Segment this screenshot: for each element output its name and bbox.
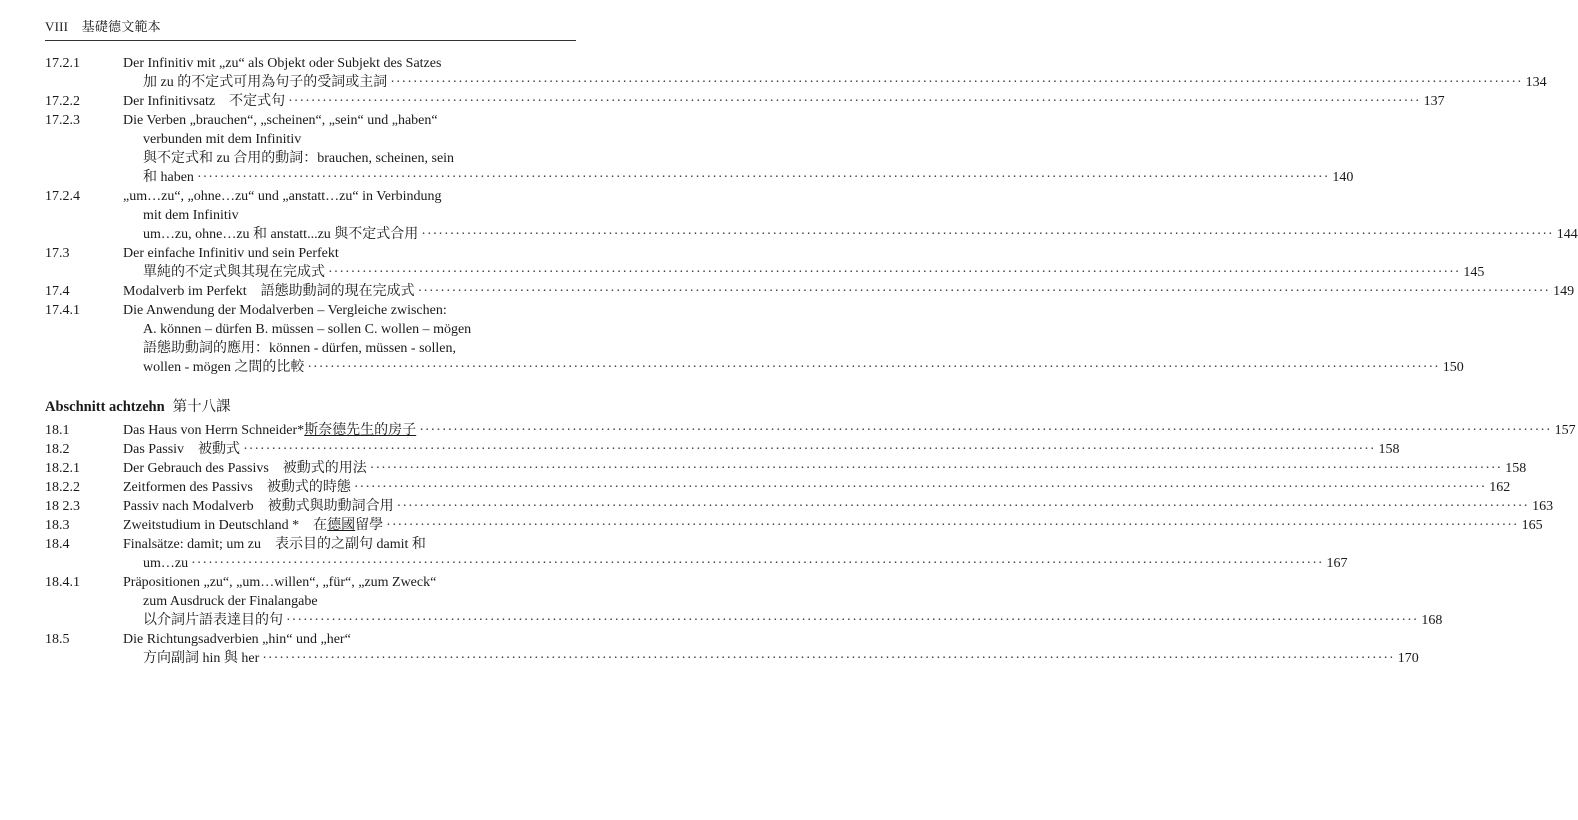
section-title: Abschnitt achtzehn (45, 399, 165, 415)
dot-leader: ········································································································································································································ (369, 461, 1503, 476)
entry-leader-line (123, 92, 1445, 111)
dot-leader: ········································································································································································································ (262, 651, 1395, 666)
section-heading (45, 397, 569, 417)
entry-number: 18.5 (45, 632, 70, 647)
toc-group-18 (45, 421, 1576, 668)
dot-leader: ········································································································································································································ (396, 499, 1530, 514)
entry-title-line: „um…zu“, „ohne…zu“ und „anstatt…zu“ in Verbindung (123, 189, 442, 204)
dot-leader: ········································································································································································································ (307, 360, 1440, 375)
entry-leader-text: 方向副詞 hin 與 her (143, 651, 260, 666)
entry-leader-text: Der Gebrauch des Passivs 被動式的用法 (123, 461, 367, 476)
entry-title-line: Der einfache Infinitiv und sein Perfekt (123, 246, 339, 261)
entry-title-line: Die Richtungsadverbien „hin“ und „her“ (123, 632, 351, 647)
section-title-cn: 第十八課 (172, 399, 231, 415)
entry-number: 18 2.3 (45, 499, 80, 514)
entry-leader-text: 單純的不定式與其現在完成式 (143, 265, 325, 280)
entry-title-line: A. können – dürfen B. müssen – sollen C. wollen – mögen (143, 322, 472, 337)
entry-number: 17.3 (45, 246, 70, 261)
entry-leader-text: wollen - mögen 之間的比較 (143, 360, 305, 375)
entry-leader-text: 和 haben (143, 170, 194, 185)
entry-number: 18.2.2 (45, 480, 80, 495)
entry-leader-text: Das Haus von Herrn Schneider*斯奈德先生的房子 (123, 423, 417, 438)
toc-entry (45, 440, 1400, 459)
entry-leader-text: 加 zu 的不定式可用為句子的受詞或主詞 (143, 75, 388, 90)
entry-title-line: Der Infinitiv mit „zu“ als Objekt oder Subjekt des Satzes (123, 56, 442, 71)
dot-leader: ········································································································································································································ (390, 75, 1523, 90)
entry-title-line: mit dem Infinitiv (143, 208, 239, 223)
entry-leader-text: um…zu (143, 556, 189, 571)
entry-number: 18.3 (45, 518, 70, 533)
entry-leader-line (143, 73, 1547, 92)
entry-page-number: 140 (1332, 170, 1354, 185)
dot-leader: ········································································································································································································ (421, 227, 1554, 242)
entry-title-line: Die Verben „brauchen“, „scheinen“, „sein“ und „haben“ (123, 113, 438, 128)
dot-leader: ········································································································································································································ (191, 556, 1324, 571)
entry-page-number: 168 (1421, 613, 1443, 628)
entry-title-line: 語態助動詞的應用：können - dürfen, müssen - sollen, (143, 341, 457, 356)
entry-number: 17.2.2 (45, 94, 80, 109)
toc-entry (45, 187, 1578, 244)
header-book-title: 基礎德文範本 (81, 19, 161, 34)
toc-entry (45, 459, 1527, 478)
entry-leader-text: um…zu, ohne…zu 和 anstatt...zu 與不定式合用 (143, 227, 419, 242)
entry-page-number: 163 (1532, 499, 1554, 514)
entry-page-number: 134 (1525, 75, 1547, 90)
toc-entry (45, 535, 1348, 573)
entry-title-line: Die Anwendung der Modalverben – Vergleiche zwischen: (123, 303, 447, 318)
entry-number: 18.1 (45, 423, 70, 438)
header-rule (45, 40, 576, 41)
entry-title-line: Präpositionen „zu“, „um…willen“, „für“, „zum Zweck“ (123, 575, 437, 590)
entry-number: 18.4.1 (45, 575, 80, 590)
toc-entry (45, 497, 1554, 516)
toc-entry (45, 111, 1354, 187)
dot-leader: ········································································································································································································ (353, 480, 1487, 495)
entry-page-number: 167 (1326, 556, 1348, 571)
dot-leader: ········································································································································································································ (286, 613, 1419, 628)
entry-underlined-text: 斯奈德先生的房子 (304, 423, 417, 438)
entry-page-number: 157 (1554, 423, 1576, 438)
entry-leader-line (123, 459, 1527, 478)
dot-leader: ········································································································································································································ (417, 284, 1551, 299)
entry-leader-line (123, 440, 1400, 459)
entry-page-number: 150 (1442, 360, 1464, 375)
toc-entry (45, 54, 1547, 92)
toc-entry (45, 478, 1511, 497)
entry-number: 17.2.4 (45, 189, 80, 204)
entry-underlined-text: 德國 (327, 518, 356, 533)
entry-leader-text: Der Infinitivsatz 不定式句 (123, 94, 286, 109)
entry-leader-text: Das Passiv 被動式 (123, 442, 241, 457)
entry-leader-line (143, 611, 1443, 630)
entry-page-number: 158 (1378, 442, 1400, 457)
header-page-number: VIII (45, 19, 69, 34)
entry-leader-line (143, 649, 1419, 668)
table-of-contents (45, 54, 1578, 668)
toc-entry (45, 92, 1445, 111)
entry-leader-line (143, 225, 1578, 244)
toc-entry (45, 282, 1575, 301)
entry-leader-line (123, 497, 1554, 516)
entry-leader-line (143, 554, 1348, 573)
entry-number: 18.2.1 (45, 461, 80, 476)
entry-leader-text: 以介詞片語表達目的句 (143, 613, 283, 628)
entry-number: 18.4 (45, 537, 70, 552)
entry-leader-line (143, 358, 1464, 377)
dot-leader: ········································································································································································································ (288, 94, 1421, 109)
entry-page-number: 149 (1553, 284, 1575, 299)
entry-leader-line (143, 168, 1354, 187)
entry-page-number: 165 (1521, 518, 1543, 533)
entry-title-line: verbunden mit dem Infinitiv (143, 132, 302, 147)
toc-entry (45, 516, 1543, 535)
entry-leader-text: Modalverb im Perfekt 語態助動詞的現在完成式 (123, 284, 415, 299)
entry-number: 17.2.3 (45, 113, 80, 128)
entry-page-number: 162 (1489, 480, 1511, 495)
entry-leader-line (143, 263, 1485, 282)
toc-entry (45, 573, 1443, 630)
toc-entry (45, 630, 1419, 668)
entry-leader-line (123, 282, 1575, 301)
entry-text-after: 留學 (355, 518, 384, 533)
dot-leader: ········································································································································································································ (196, 170, 1330, 185)
entry-leader-text: Zweitstudium in Deutschland * 在德國留學 (123, 518, 384, 533)
entry-page-number: 137 (1423, 94, 1445, 109)
entry-leader-text: Zeitformen des Passivs 被動式的時態 (123, 480, 351, 495)
entry-number: 17.2.1 (45, 56, 80, 71)
entry-number: 17.4.1 (45, 303, 80, 318)
toc-entry (45, 244, 1485, 282)
dot-leader: ········································································································································································································ (243, 442, 1376, 457)
entry-number: 17.4 (45, 284, 70, 299)
entry-leader-line (123, 478, 1511, 497)
entry-title-line: Finalsätze: damit; um zu 表示目的之副句 damit 和 (123, 537, 426, 552)
entry-leader-line (123, 421, 1576, 440)
entry-page-number: 170 (1397, 651, 1419, 666)
entry-page-number: 145 (1463, 265, 1485, 280)
entry-leader-line (123, 516, 1543, 535)
entry-page-number: 144 (1556, 227, 1578, 242)
dot-leader: ········································································································································································································ (419, 423, 1552, 438)
toc-group-17 (45, 54, 1578, 377)
toc-entry (45, 301, 1464, 377)
entry-number: 18.2 (45, 442, 70, 457)
entry-title-line: zum Ausdruck der Finalangabe (143, 594, 318, 609)
dot-leader: ········································································································································································································ (386, 518, 1519, 533)
entry-title-line: 與不定式和 zu 合用的動詞：brauchen, scheinen, sein (143, 151, 455, 166)
entry-page-number: 158 (1505, 461, 1527, 476)
running-header (45, 16, 161, 35)
entry-leader-text: Passiv nach Modalverb 被動式與助動詞合用 (123, 499, 394, 514)
dot-leader: ········································································································································································································ (328, 265, 1461, 280)
toc-entry (45, 421, 1576, 440)
